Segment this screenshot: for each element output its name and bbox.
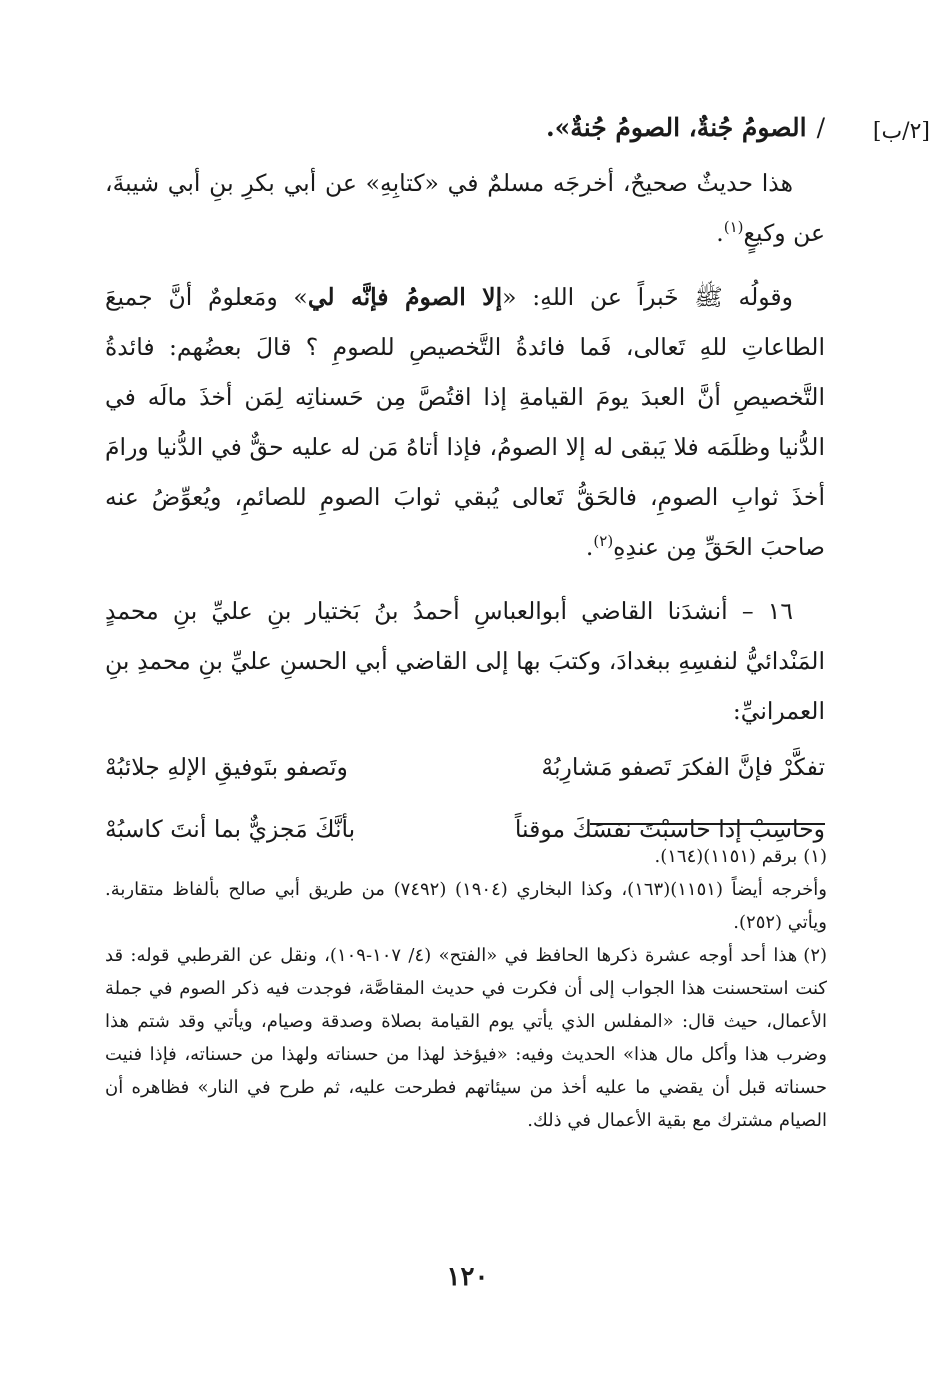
paragraph-2-intro: وقولُه ﷺ خَبراً عن اللهِ: « [502,283,794,311]
footnote-ref-2[interactable]: (٢) [593,532,614,551]
quoted-hadith: إلا الصومُ فإنَّه لي [307,283,503,311]
folio-marker: [٢/ب] [872,119,930,144]
footnote-2-text: هذا أحد أوجه عشرة ذكرها الحافظ في «الفتح» (٤/ ١٠٧-١٠٩)، ونقل عن القرطبي قوله: قد كنت استحسنت هذا الجواب إلى أن فكرت في حديث المقاصَّة، فوجدت فيه ذكر الصوم في جملة الأعمال، حيث قال: «المفلس الذي يأتي يوم القيامة بصلاة وصدقة وصيام، ويأتي وقد شتم هذا وضرب هذا وأكل مال هذا» الحديث وفيه: «فيؤخذ لهذا من حسناته ولهذا من حسناته، فإذا فنيت حسناته قبل أن يقضي ما عليه أخذ من سيئاتهم فطرحت عليه، ثم طرح في النار» فظاهره أن الصيام مشترك مع بقية الأعمال في ذلك. [105,945,827,1131]
footnote-1-text: برقم (١١٥١)(١٦٤). [654,846,798,867]
paragraph-2 [105,272,825,572]
paragraph-1-text: هذا حديثٌ صحيحٌ، أخرجَه مسلمٌ في «كتابِهِ» عن أبي بكرِ بنِ أبي شيبةَ، عن وكيعٍ [105,169,825,247]
footnote-divider [590,823,825,825]
paragraph-1 [105,158,825,258]
footnote-2 [105,939,827,1137]
paragraph-1-end: . [716,219,724,247]
folio-separator: / [816,113,825,142]
hadith-text: الصومُ جُنةٌ، الصومُ جُنةٌ». [545,113,807,142]
footnote-1-number: (١) [803,846,827,867]
page-number: ١٢٠ [446,1262,489,1292]
verse-2-first-hemistich: وحاسِبْ إذا حاسبْتَ نفسَكَ موقناً [514,815,825,843]
verse-2-second-hemistich: بأنَّكَ مَجزيٌّ بما أنتَ كاسبُهْ [105,815,356,843]
paragraph-2-end: . [585,533,594,561]
main-text [105,100,825,860]
footnotes [105,840,827,1137]
verse-1-first-hemistich: تفكَّرْ فإنَّ الفكرَ تَصفو مَشارِبُهْ [541,753,825,781]
footnote-1 [105,840,827,873]
paragraph-2-body: » ومَعلومٌ أنَّ جميعَ الطاعاتِ للهِ تَعالى، فَما فائدةُ التَّخصيصِ للصومِ ؟ قالَ بعضُهم: فائدةُ التَّخصيصِ أنَّ العبدَ يومَ القيامةِ إذا اقتُصَّ مِن حَسناتِه لِمَن أخذَ مالَه في الدُّنيا وظلَمَه فلا يَبقى له إلا الصومُ، فإذا أتاهُ مَن له عليه حقٌّ في الدُّنيا ورامَ أخذَ ثوابِ الصومِ، فالحَقُّ تَعالى يُبقي ثوابَ الصومِ للصائمِ، ويُعوِّضُ عنه صاحبَ الحَقِّ مِن عندِهِ [105,283,825,561]
hadith-heading [105,106,825,150]
paragraph-3: ١٦ – أنشدَنا القاضي أبوالعباسِ أحمدُ بنُ بَختيار بنِ عليِّ بنِ محمدٍ المَنْدائيُّ لنفسِهِ ببغدادَ، وكتبَ بها إلى القاضي أبي الحسنِ عليِّ بنِ محمدِ بنِ العمرانيِّ: [105,597,825,725]
poem-verse-1 [105,736,825,798]
verse-1-second-hemistich: وتَصفو بتَوفيقِ الإلهِ جلائبُهْ [105,753,348,781]
footnote-2-number: (٢) [803,945,828,966]
footnote-ref-1[interactable]: (١) [723,218,744,237]
footnote-1-continuation: وأخرجه أيضاً (١١٥١)(١٦٣)، وكذا البخاري (١٩٠٤) (٧٤٩٢) من طريق أبي صالح بألفاظ متقاربة. ويأتي (٢٥٢). [105,879,827,933]
